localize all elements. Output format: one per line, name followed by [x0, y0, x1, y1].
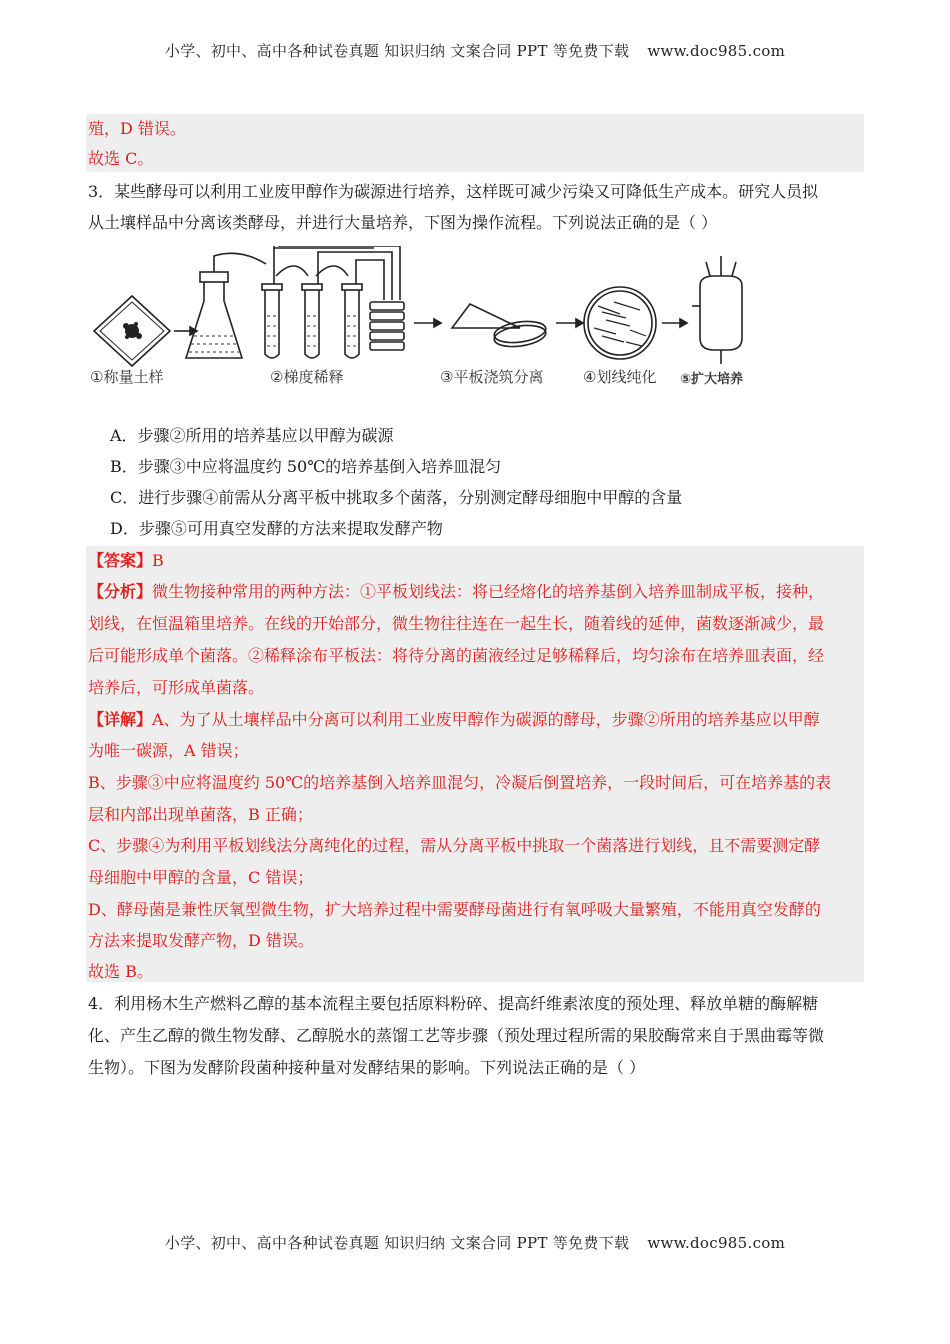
q4-line3: 生物）。下图为发酵阶段菌种接种量对发酵结果的影响。下列说法正确的是（ ） [88, 1058, 646, 1077]
detail-line2: 为唯一碳源，A 错误； [88, 741, 249, 760]
answer-label: 【答案】 [88, 551, 153, 570]
analysis-label: 【分析】 [88, 582, 153, 601]
detail-label: 【详解】 [88, 710, 153, 729]
detail-line4: 层和内部出现单菌落，B 正确； [88, 805, 313, 824]
answer-value: B [152, 551, 164, 570]
detail-line3: B、步骤③中应将温度约 50℃的培养基倒入培养皿混匀，冷凝后倒置培养，一段时间后，可在培养基的表 [88, 773, 832, 792]
page-header [0, 40, 950, 61]
q4-line1: 4．利用杨木生产燃料乙醇的基本流程主要包括原料粉碎、提高纤维素浓度的预处理、释放单糖的酶解糖 [88, 994, 819, 1013]
q3-stem-line2: 从土壤样品中分离该类酵母，并进行大量培养，下图为操作流程。下列说法正确的是（ ） [88, 213, 718, 232]
analysis-line1 [88, 582, 824, 602]
figure-caption-1: ①称量土样 [90, 368, 164, 386]
footer-url[interactable]: www.doc985.com [647, 1234, 786, 1252]
q3-procedure-figure [90, 246, 770, 386]
figure-caption-2: ②梯度稀释 [270, 368, 344, 386]
analysis-line2: 划线，在恒温箱里培养。在线的开始部分，微生物往往连在一起生长，随着线的延伸，菌数逐渐减少，最 [88, 614, 825, 633]
prev-answer-shade [86, 114, 864, 172]
header-url[interactable]: www.doc985.com [647, 42, 786, 60]
detail-line9: 故选 B。 [88, 962, 153, 981]
detail-line1 [88, 710, 820, 730]
detail-line5: C、步骤④为利用平板划线法分离纯化的过程，需从分离平板中挑取一个菌落进行划线，且不需要测定酵 [88, 836, 821, 855]
footer-text: 小学、初中、高中各种试卷真题 知识归纳 文案合同 PPT 等免费下载 [164, 1234, 630, 1252]
detail-line7: D、酵母菌是兼性厌氧型微生物，扩大培养过程中需要酵母菌进行有氧呼吸大量繁殖，不能用真空发酵的 [88, 900, 821, 919]
plate-stack-icon [370, 302, 404, 350]
analysis-line3: 后可能形成单个菌落。②稀释涂布平板法：将待分离的菌液经过足够稀释后，均匀涂布在培养皿表面，经 [88, 646, 825, 665]
fermenter-icon [692, 256, 742, 364]
q4-line2: 化、产生乙醇的微生物发酵、乙醇脱水的蒸馏工艺等步骤（预处理过程所需的果胶酶常来自于黑曲霉等微 [88, 1026, 825, 1045]
pouring-plate-icon [452, 304, 547, 350]
test-tube-2-icon [302, 284, 322, 358]
detail-line8: 方法来提取发酵产物，D 错误。 [88, 931, 314, 950]
analysis-text1: 微生物接种常用的两种方法：①平板划线法：将已经熔化的培养基倒入培养皿制成平板，接种， [152, 582, 825, 601]
q3-option-a: A．步骤②所用的培养基应以甲醇为碳源 [110, 426, 394, 445]
q3-option-c: C．进行步骤④前需从分离平板中挑取多个菌落，分别测定酵母细胞中甲醇的含量 [110, 488, 683, 507]
prev-answer-line2: 故选 C。 [88, 149, 154, 168]
q3-option-b: B．步骤③中应将温度约 50℃的培养基倒入培养皿混匀 [110, 457, 502, 476]
test-tube-1-icon [262, 284, 282, 358]
detail-text1: A、为了从土壤样品中分离可以利用工业废甲醇作为碳源的酵母，步骤②所用的培养基应以甲醇 [152, 710, 820, 729]
detail-line6: 母细胞中甲醇的含量，C 错误； [88, 868, 314, 887]
q3-answer [88, 551, 164, 571]
q3-option-d: D．步骤⑤可用真空发酵的方法来提取发酵产物 [110, 519, 443, 538]
flask-icon [186, 272, 242, 358]
q3-stem-line1: 3．某些酵母可以利用工业废甲醇作为碳源进行培养，这样既可减少污染又可降低生产成本。研究人员拟 [88, 182, 819, 201]
figure-caption-3: ③平板浇筑分离 [440, 368, 544, 386]
analysis-line4: 培养后，可形成单菌落。 [88, 678, 265, 697]
header-text: 小学、初中、高中各种试卷真题 知识归纳 文案合同 PPT 等免费下载 [164, 42, 630, 60]
streak-plate-icon [584, 287, 656, 359]
figure-caption-4: ④划线纯化 [583, 368, 657, 386]
prev-answer-line1: 殖，D 错误。 [88, 119, 186, 138]
page-footer [0, 1232, 950, 1253]
test-tube-3-icon [342, 284, 362, 358]
figure-caption-5: ⑤扩大培养 [680, 372, 744, 387]
